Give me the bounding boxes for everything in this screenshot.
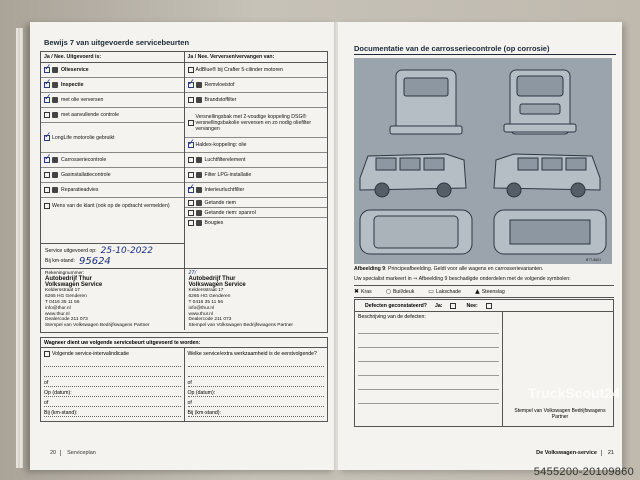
service-date-label: Service uitgevoerd op: [45,247,97,254]
dent-icon: ○ [385,288,391,295]
list-item [185,183,328,198]
list-item [41,78,184,93]
listing-reference-id: 5455200-20109860 [533,466,634,478]
filter-icon [196,187,202,193]
checkbox-checked-icon[interactable] [188,142,194,148]
item-label: Getande riem: spanrol [204,209,256,216]
watermark: TruckScout24 [528,385,620,401]
list-item [41,93,184,108]
invoice-value: 27/ [188,271,197,276]
list-item [185,63,328,78]
next-a-label: Volgende service-intervalindicatie [52,351,129,357]
item-label: Remvloeistof [204,82,235,88]
list-item [185,78,328,93]
figure-label: Afbeelding 9 [354,266,386,272]
figure-caption [354,266,543,272]
checkbox-icon[interactable] [188,210,194,216]
next-service-col-a [41,348,185,421]
next-service-header: Wagneer dient uw volgende servicebeurt uitgevoerd te worden: [41,338,327,348]
checkbox-checked-icon[interactable] [44,157,50,163]
defects-description-area[interactable] [355,312,503,426]
right-page [338,22,622,470]
next-km-field[interactable]: Bij (km-stand): [44,407,181,417]
write-line [358,376,499,390]
side-window-1 [376,158,396,170]
figure-caption-text: : Principeafbeelding. Geldt voor alle wagens en carrosserievarianten. [385,266,544,272]
write-line [358,362,499,376]
paint-damage-icon: ▭ [428,288,434,295]
damage-legend [354,285,614,298]
list-item [41,198,184,213]
next-op-field[interactable]: Op (datum): [188,387,325,397]
write-line [188,367,325,377]
side-window-2 [400,158,420,170]
oil-icon [52,67,58,73]
col-a-list [41,63,185,243]
no-label: Nee: [466,302,478,309]
next-of-label: of [188,397,325,407]
checkbox-icon[interactable] [44,187,50,193]
km-value: 95624 [78,255,111,267]
write-line [358,390,499,404]
legend-item [386,288,415,295]
item-label: Bougies [204,220,224,226]
checkbox-icon[interactable] [188,120,194,126]
belt-icon [196,210,202,216]
dealer-street: Keldersstraat 17 [188,288,224,294]
side-window-5 [542,158,562,170]
list-item [185,218,328,228]
invoice-label: Rekeningnummer: [45,271,85,276]
dealer-phone: T 0416 35 11 56 [188,299,223,305]
item-label: Inspectie [61,82,84,88]
wrench-icon [52,187,58,193]
dealer-sub: Volkswagen Service [45,281,103,288]
left-page-title: Bewijs 7 van uitgevoerde servicebeurten [44,38,190,47]
footer-label: De Volkswagen-service [536,450,602,456]
service-booklet [18,22,620,470]
next-of-label: of [44,377,181,387]
defects-question: Defecten geconstateerd? [365,302,427,309]
service-checklist-table [40,51,328,333]
vehicle-diagram [354,58,612,264]
list-item [185,168,328,183]
item-label: Luchtfilterelement [204,157,246,163]
stamp-row [41,268,327,330]
checkbox-icon[interactable] [44,172,50,178]
oil-icon [52,97,58,103]
legend-item [475,288,505,295]
front-bumper [504,124,576,132]
checkbox-icon[interactable] [44,112,50,118]
gas-icon [52,172,58,178]
wheel-right-front [507,183,521,197]
service-date-row [45,246,180,256]
checkbox-checked-icon[interactable] [188,82,194,88]
col-b-header: Ja / Nee. Verversen/vervangen van: [187,54,275,60]
belt-icon [196,200,202,206]
next-of-label: of [188,377,325,387]
yes-checkbox-icon[interactable] [450,303,456,309]
list-item [185,138,328,153]
side-window-6 [566,158,586,170]
write-line [358,320,499,334]
car-icon [52,157,58,163]
list-item [185,198,328,208]
side-window-4 [518,158,538,170]
checkbox-checked-icon[interactable] [44,82,50,88]
list-item [41,183,184,198]
van-outline-drawing [354,58,612,264]
write-line [44,367,181,377]
sparkplug-icon [196,220,202,226]
checklist-rows [41,63,327,243]
item-label: Carrosseriecontrole [61,157,107,163]
next-km-field[interactable]: Bij (km-stand): [188,407,325,417]
wrench-icon [52,82,58,88]
figure-code: B77-8601 [586,258,602,262]
item-label: LongLife motorolie gebruikt [52,134,115,141]
item-label: Interieurluchtfilter [204,187,245,193]
item-label: Olieservice [61,67,89,73]
list-item [185,208,328,218]
item-label: met aanvullende controle [61,112,119,118]
defects-desc-label: Beschrijving van de defecten: [358,314,426,320]
next-service-body [41,348,327,421]
right-page-title: Documentatie van de carrosseriecontrole (op corrosie) [354,44,616,55]
dealer-sub: Volkswagen Service [188,281,246,288]
write-line [358,334,499,348]
dealer-name: Autobedrijf Thur [188,275,236,282]
legend-item [428,288,461,295]
write-line [44,357,181,367]
left-page [30,22,336,470]
filter-icon [196,97,202,103]
side-window-3 [424,158,444,170]
dealer-name: Autobedrijf Thur [45,275,92,282]
dealer-street: Keldersstraat 17 [45,288,80,294]
checkbox-checked-icon[interactable] [188,187,194,193]
stamp-label: Stempel van Volkswagen Bedrijfswagens Partner [514,408,606,420]
checklist-header [41,52,327,63]
next-of-label: of [44,397,181,407]
page-number: 21 [607,450,614,456]
next-b-label: Welke service/extra werkzaamheid is de eerstvolgende? [187,351,317,357]
dealer-web: www.thur.nl [188,311,214,317]
item-label: met olie verversen [61,97,104,103]
right-footer [536,450,614,456]
gas-icon [196,172,202,178]
brake-icon [196,82,202,88]
checkbox-icon[interactable] [188,157,194,163]
rear-bumper [390,126,462,134]
list-item [41,63,184,78]
checkbox-icon[interactable] [44,203,50,209]
wheel-left-rear [375,183,389,197]
checkbox-icon[interactable] [188,220,194,226]
km-label: Bij km-stand: [45,257,75,264]
legend-label: Steenslag [481,288,505,295]
checkbox-icon[interactable] [188,172,194,178]
list-item [41,168,184,183]
service-meta [41,243,185,268]
dealer-city: 6265 HG Genderen [188,294,231,300]
filter-icon [196,157,202,163]
item-label: AdBlue® bij Crafter 5-cilinder motoren [195,67,283,73]
dealer-stamp-a [41,269,185,330]
stamp-label: Stempel van Volkswagen Bedrijfswagens Partner [188,323,294,329]
roof-panel [374,216,458,248]
dealer-phone: T 0416 35 11 56 [45,299,80,305]
rear-window [404,78,448,96]
dealer-code: Dealercode 211 073 [188,317,232,323]
item-label: Haldex-koppeling: olie [195,142,247,148]
list-item [185,93,328,108]
defects-header [355,300,613,312]
legend-label: Buil/deuk [392,288,415,295]
checkbox-checked-icon[interactable] [44,135,50,141]
dealer-web: www.thur.nl [45,311,70,317]
item-label: Versnellingsbak met 2-voudige koppeling DSG® versnellingsbakolie verversen en zo nodig oliefilter vervangen [195,113,312,132]
item-label: Brandstoffilter [204,97,237,103]
write-line [358,348,499,362]
defects-table [354,299,614,427]
instruction-text: Uw specialist markeert in ⇒ Afbeelding 9 beschadigde onderdelen met de volgende symbolen: [354,276,571,282]
defects-body [355,312,613,426]
stamp-label: Stempel van Volkswagen Bedrijfswagens Partner [45,323,150,329]
next-op-field[interactable]: Op (datum): [44,387,181,397]
yes-label: Ja: [434,302,443,309]
underbody-frame [510,220,590,244]
write-line [188,357,325,367]
dealer-email: info@thur.nl [45,305,71,311]
next-service-table [40,337,328,422]
checkbox-icon[interactable] [188,97,194,103]
list-item [185,108,328,138]
stone-chip-icon: ▲ [475,288,480,295]
page-number: 20 [50,450,61,456]
dealer-stamp-b [185,269,328,330]
col-a-header: Ja / Nee. Uitgevoerd is: [41,52,185,62]
item-label: Wens van de klant (ook op de opdracht vermelden) [52,202,170,209]
dealer-email: info@thur.nl [188,305,215,311]
legend-item [354,288,372,295]
front-grille [520,104,560,114]
wrench-icon [52,112,58,118]
dealer-city: 6265 HG Genderen [45,294,87,300]
list-item [41,108,184,123]
dealer-code: Dealercode 211 073 [45,317,88,323]
scratch-icon: ✖ [354,288,360,295]
item-label: Getande riem [204,199,236,206]
checkbox-icon[interactable] [44,351,50,357]
legend-label: Lakschade [435,288,462,295]
wheel-right-rear [571,183,585,197]
legend-label: Kras [361,288,372,295]
defects-stamp-area [503,312,613,426]
left-footer [50,450,96,456]
service-date-value: 25-10-2022 [100,245,153,256]
checkbox-icon[interactable] [188,200,194,206]
list-item [41,123,184,153]
list-item [41,153,184,168]
windshield [517,76,563,96]
item-label: Reparatieadvies [61,187,99,193]
list-item [185,153,328,168]
footer-label: Serviceplan [67,450,96,456]
no-checkbox-icon[interactable] [486,303,492,309]
checkbox-checked-icon[interactable] [44,97,50,103]
checkbox-icon[interactable] [188,67,194,73]
wheel-left-front [437,183,451,197]
item-label: Filter LPG-installatie [204,172,252,178]
km-row [45,256,180,266]
next-service-col-b [185,348,328,421]
checkbox-checked-icon[interactable] [44,67,50,73]
col-b-list [185,63,328,243]
item-label: Gasinstallatiecontrole [61,172,111,178]
